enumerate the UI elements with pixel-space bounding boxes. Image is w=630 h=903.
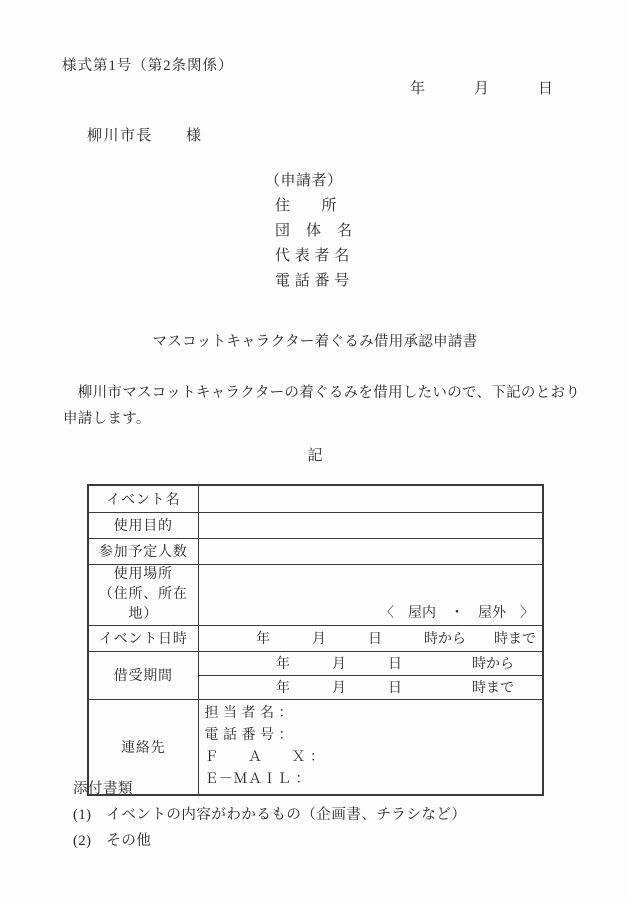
contact-fax-line: Ｆ Ａ Ｘ ：: [204, 749, 325, 765]
contact-email-line: Ｅ－ＭＡＩＬ ：: [204, 771, 310, 787]
venue-label-line1: 使用場所: [113, 566, 173, 582]
loan-period-from-cell: 年 月 日 時から: [198, 651, 543, 675]
attachments-block: [73, 776, 466, 854]
addressee-line: 柳川市長 様: [87, 128, 203, 144]
table-row-purpose: [88, 512, 543, 538]
venue-value-cell: [198, 564, 543, 625]
section-marker-ki: 記: [307, 448, 323, 464]
body-paragraph: [63, 381, 580, 432]
purpose-label: 使用目的: [88, 512, 198, 538]
loan-period-label: 借受期間: [88, 651, 198, 699]
purpose-value-cell: [198, 512, 543, 538]
table-row-venue: [88, 564, 543, 625]
table-row-participants: [88, 538, 543, 564]
participants-label: 参加予定人数: [88, 538, 198, 564]
contact-label: 連絡先: [88, 699, 198, 795]
applicant-representative-label: 代 表 者 名: [275, 248, 350, 264]
table-row-event-datetime: [88, 625, 543, 651]
table-row-event-name: [88, 485, 543, 512]
body-line-2: 申請します。: [63, 410, 151, 427]
form-number: 様式第1号（第2条関係）: [62, 58, 234, 74]
applicant-heading: （申請者）: [265, 173, 343, 189]
participants-value-cell: [198, 538, 543, 564]
document-title: マスコットキャラクター着ぐるみ借用承認申請書: [152, 334, 478, 350]
applicant-block: [265, 169, 353, 294]
attachment-item-2: (2) その他: [73, 833, 152, 849]
date-line: 年 月 日: [409, 81, 554, 97]
event-name-label: イベント名: [88, 485, 198, 512]
applicant-organization-label: 団 体 名: [275, 223, 353, 239]
loan-period-to-cell: 年 月 日 時まで: [198, 675, 543, 699]
attachments-heading: 添付書類: [73, 781, 133, 797]
event-name-value-cell: [198, 485, 543, 512]
venue-indoor-outdoor-options: 〈 屋内 ・ 屋外 〉: [380, 605, 534, 621]
event-datetime-value-cell: 年 月 日 時から 時まで: [198, 625, 543, 651]
attachment-item-1: (1) イベントの内容がわかるもの（企画書、チラシなど）: [73, 807, 467, 823]
applicant-phone-label: 電 話 番 号: [275, 273, 350, 289]
venue-label: [88, 564, 198, 625]
table-row-loan-period-from: [88, 651, 543, 675]
contact-person-line: 担 当 者 名 ：: [204, 705, 293, 721]
application-table: [87, 484, 544, 796]
body-line-1: 柳川市マスコットキャラクターの着ぐるみを借用したいので、下記のとおり: [63, 385, 581, 401]
venue-label-line2: （住所、所在地）: [98, 586, 188, 622]
contact-phone-line: 電 話 番 号 ：: [204, 727, 293, 743]
applicant-address-label: 住 所: [275, 198, 338, 214]
event-datetime-label: イベント日時: [88, 625, 198, 651]
